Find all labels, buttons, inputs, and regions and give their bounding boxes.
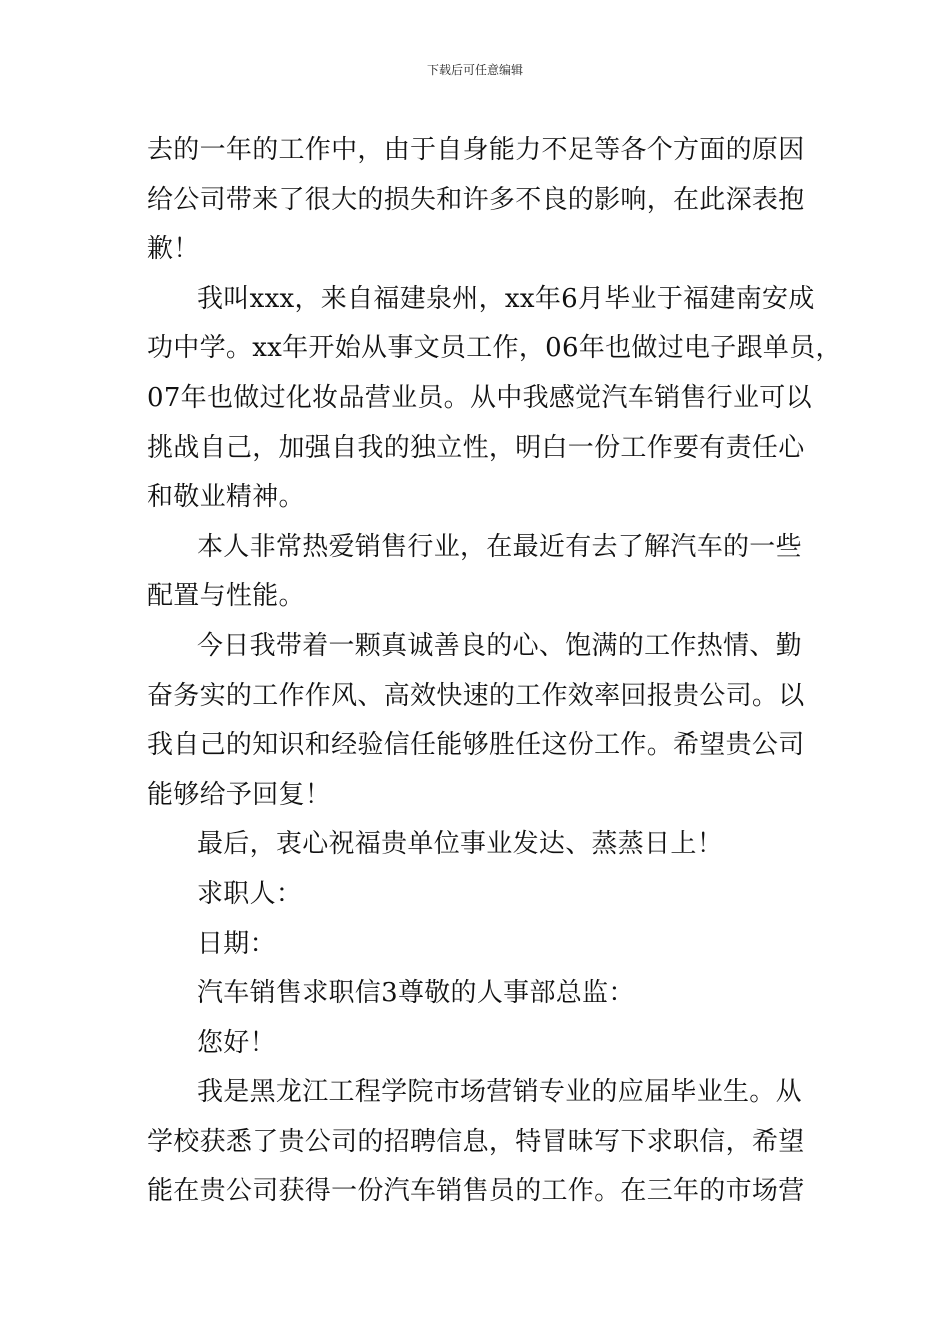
text-line: 奋务实的工作作风、高效快速的工作效率回报贵公司。以 — [147, 680, 805, 711]
text-line: 07年也做过化妆品营业员。从中我感觉汽车销售行业可以 — [147, 382, 812, 413]
text-line: 我自己的知识和经验信任能够胜任这份工作。希望贵公司 — [147, 730, 805, 761]
text-line: 您好！ — [197, 1027, 276, 1058]
text-line: 歉！ — [147, 234, 200, 265]
text-line: 今日我带着一颗真诚善良的心、饱满的工作热情、勤 — [197, 630, 802, 661]
text-line: 本人非常热爱销售行业，在最近有去了解汽车的一些 — [197, 531, 802, 562]
text-line: 最后，衷心祝福贵单位事业发达、蒸蒸日上！ — [197, 829, 724, 860]
text-line: 学校获悉了贵公司的招聘信息，特冒昧写下求职信，希望 — [147, 1126, 805, 1157]
text-line: 功中学。xx年开始从事文员工作，06年也做过电子跟单员， — [147, 333, 842, 364]
text-line: 配置与性能。 — [147, 581, 305, 612]
text-line: 能在贵公司获得一份汽车销售员的工作。在三年的市场营 — [147, 1176, 805, 1207]
page-header: 下载后可任意编辑 — [426, 63, 523, 77]
text-line: 我叫xxx，来自福建泉州，xx年6月毕业于福建南安成 — [197, 283, 815, 314]
document-body — [147, 126, 842, 1217]
text-line: 能够给予回复！ — [147, 779, 332, 810]
text-line: 汽车销售求职信3尊敬的人事部总监： — [197, 978, 635, 1009]
text-line: 日期： — [197, 928, 276, 959]
text-line: 给公司带来了很大的损失和许多不良的影响，在此深表抱 — [147, 184, 805, 215]
text-line: 去的一年的工作中，由于自身能力不足等各个方面的原因 — [147, 135, 805, 165]
text-line: 挑战自己，加强自我的独立性，明白一份工作要有责任心 — [147, 432, 805, 463]
text-line: 我是黑龙江工程学院市场营销专业的应届毕业生。从 — [197, 1077, 802, 1108]
text-line: 求职人： — [197, 878, 303, 909]
text-line: 和敬业精神。 — [147, 482, 305, 513]
